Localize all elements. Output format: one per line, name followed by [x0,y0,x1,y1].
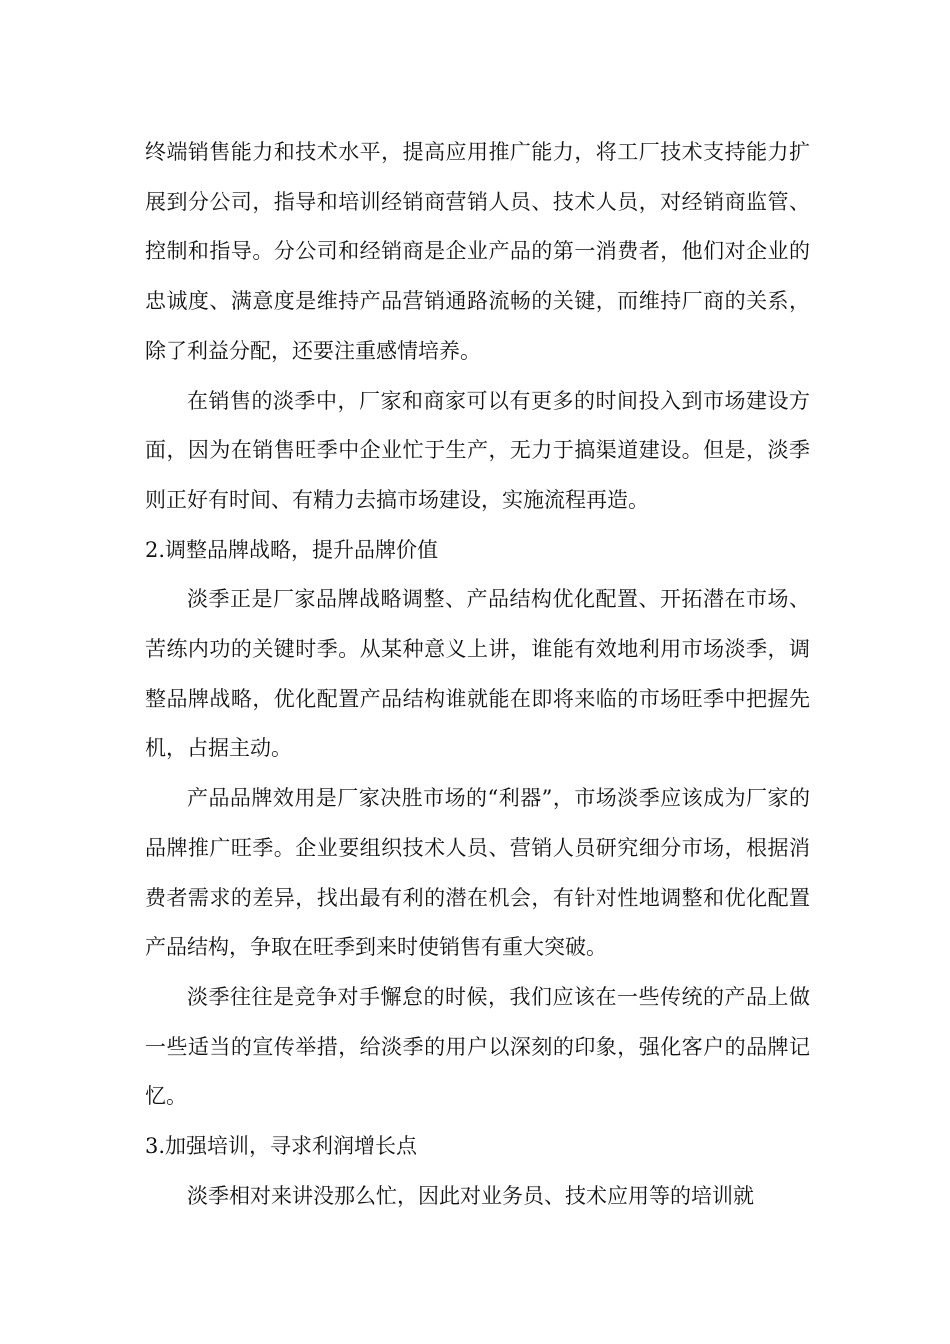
section-heading-training: 3.加强培训，寻求利润增长点 [145,1134,418,1159]
paragraph-off-season-market-building: 在销售的淡季中，厂家和商家可以有更多的时间投入到市场建设方面，因为在销售旺季中企业忙于生产，无力于搞渠道建设。但是，淡季则正好有时间、有精力去搞市场建设，实施流程再造。 [145,388,810,512]
paragraph-brand-promotion: 产品品牌效用是厂家决胜市场的“利器”，市场淡季应该成为厂家的品牌推广旺季。企业要组织技术人员、营销人员研究细分市场，根据消费者需求的差异，找出最有利的潜在机会，有针对性地调整和优化配置产品结构，争取在旺季到来时使销售有重大突破。 [145,786,810,960]
paragraph-training: 淡季相对来讲没那么忙，因此对业务员、技术应用等的培训就 [187,1183,754,1208]
document-body [145,128,810,1221]
section-heading-brand-strategy: 2.调整品牌战略，提升品牌价值 [145,537,439,562]
paragraph-brand-strategy-adjustment: 淡季正是厂家品牌战略调整、产品结构优化配置、开拓潜在市场、苦练内功的关键时季。从某种意义上讲，谁能有效地利用市场淡季，调整品牌战略，优化配置产品结构谁就能在即将来临的市场旺季中把握先机，占据主动。 [145,587,810,761]
paragraph-continued: 终端销售能力和技术水平，提高应用推广能力，将工厂技术支持能力扩展到分公司，指导和培训经销商营销人员、技术人员，对经销商监管、控制和指导。分公司和经销商是企业产品的第一消费者，他们对企业的忠诚度、满意度是维持产品营销通路流畅的关键，而维持厂商的关系，除了利益分配，还要注重感情培养。 [145,140,810,363]
paragraph-competitor-slack: 淡季往往是竞争对手懈怠的时候，我们应该在一些传统的产品上做一些适当的宣传举措，给淡季的用户以深刻的印象，强化客户的品牌记忆。 [145,984,810,1109]
